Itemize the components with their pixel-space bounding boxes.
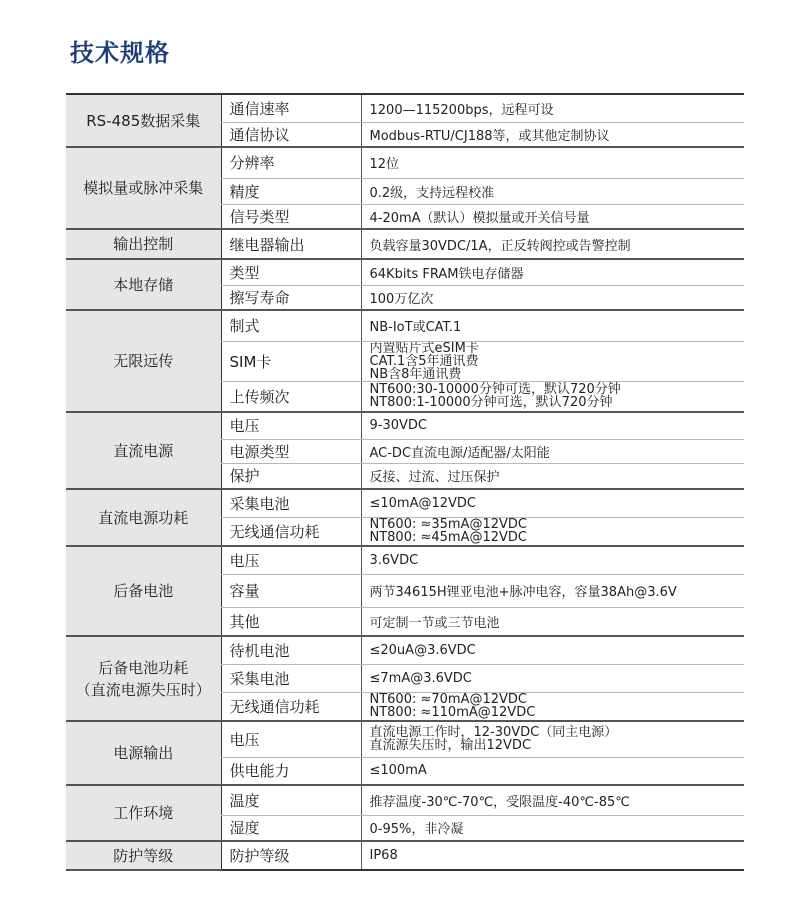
category-cell (66, 147, 221, 229)
param-name: 分辨率 (221, 147, 361, 178)
value-line: NT600: ≈70mA@12VDC (369, 692, 528, 708)
category-label: 防护等级 (113, 846, 174, 865)
spec-row (66, 721, 744, 757)
value-line: 3.6VDC (369, 552, 419, 568)
param-value (361, 546, 744, 574)
param-value (361, 785, 744, 815)
param-value (361, 285, 744, 310)
spec-row (66, 785, 744, 815)
spec-row (66, 147, 744, 178)
param-value (361, 94, 744, 122)
category-label: RS-485数据采集 (86, 111, 201, 130)
param-name: 无线通信功耗 (221, 517, 361, 546)
param-value (361, 489, 744, 517)
param-name: 湿度 (221, 815, 361, 841)
value-line: 内置贴片式eSIM卡 (369, 341, 479, 356)
spec-row (66, 310, 744, 341)
param-name: 其他 (221, 607, 361, 636)
category-label: 直流电源 (113, 441, 174, 460)
param-value (361, 636, 744, 664)
param-name: 电压 (221, 412, 361, 439)
value-line: NT800: ≈110mA@12VDC (369, 705, 536, 721)
param-value (361, 607, 744, 636)
param-value (361, 147, 744, 178)
param-value (361, 310, 744, 341)
param-value (361, 204, 744, 229)
category-label: 模拟量或脉冲采集 (83, 179, 204, 197)
param-value (361, 381, 744, 412)
value-line: 12位 (369, 157, 400, 173)
spec-row (66, 229, 744, 259)
category-label: 工作环境 (113, 804, 174, 822)
spec-row (66, 489, 744, 517)
page-title: 技术规格 (70, 39, 170, 67)
param-name: 采集电池 (221, 664, 361, 692)
spec-row (66, 94, 744, 122)
value-line: ≤7mA@3.6VDC (369, 670, 472, 686)
param-name: 容量 (221, 574, 361, 607)
spec-row (66, 259, 744, 285)
param-value (361, 664, 744, 692)
category-label: 本地存储 (113, 275, 174, 294)
param-value (361, 841, 744, 870)
param-value (361, 463, 744, 489)
param-name: 温度 (221, 785, 361, 815)
param-name: 上传频次 (221, 381, 361, 412)
param-name: 无线通信功耗 (221, 692, 361, 721)
value-line: NB-IoT或CAT.1 (369, 320, 462, 336)
param-value (361, 259, 744, 285)
category-cell (66, 721, 221, 785)
param-name: 待机电池 (221, 636, 361, 664)
value-line: 直流源失压时，输出12VDC (369, 738, 532, 754)
value-line: ≤100mA (369, 763, 427, 779)
value-line: 0-95%，非冷凝 (369, 822, 464, 838)
value-line: CAT.1含5年通讯费 (369, 353, 479, 369)
value-line: NT600:30-10000分钟可选，默认720分钟 (369, 382, 621, 398)
param-name: 电压 (221, 721, 361, 757)
param-name: 继电器输出 (221, 229, 361, 259)
category-label: （直流电源失压时） (75, 680, 211, 699)
param-name: 信号类型 (221, 204, 361, 229)
value-line: 9-30VDC (369, 418, 427, 434)
category-cell (66, 310, 221, 412)
param-name: 采集电池 (221, 489, 361, 517)
value-line: 推荐温度-30℃-70℃，受限温度-40℃-85℃ (369, 794, 630, 810)
value-line: 64Kbits FRAM铁电存储器 (369, 266, 524, 282)
param-value (361, 439, 744, 463)
value-line: NB含8年通讯费 (369, 366, 462, 381)
spec-row (66, 412, 744, 439)
value-line: 4-20mA（默认）模拟量或开关信号量 (369, 210, 590, 226)
category-cell (66, 636, 221, 721)
value-line: Modbus-RTU/CJ188等，或其他定制协议 (369, 128, 610, 144)
category-label: 输出控制 (113, 235, 174, 253)
value-line: 两节34615H锂亚电池+脉冲电容，容量38Ah@3.6V (369, 585, 677, 600)
param-name: 擦写寿命 (221, 285, 361, 310)
spec-row (66, 841, 744, 870)
value-line: 100万亿次 (369, 291, 434, 307)
param-value (361, 229, 744, 259)
category-cell (66, 259, 221, 310)
param-value (361, 574, 744, 607)
param-name: 供电能力 (221, 757, 361, 785)
value-line: NT800: ≈45mA@12VDC (369, 530, 528, 546)
value-line: 0.2级，支持远程校准 (369, 185, 495, 201)
category-cell (66, 229, 221, 259)
category-label: 后备电池功耗 (98, 658, 189, 677)
category-label: 无限远传 (113, 352, 174, 370)
value-line: 负载容量30VDC/1A，正反转阀控或告警控制 (369, 238, 631, 254)
category-label: 直流电源功耗 (98, 508, 189, 527)
category-cell (66, 546, 221, 636)
value-line: 直流电源工作时，12-30VDC（同主电源） (369, 725, 618, 741)
param-value (361, 815, 744, 841)
param-value (361, 122, 744, 147)
category-cell (66, 489, 221, 546)
param-value (361, 412, 744, 439)
category-cell (66, 785, 221, 841)
param-name: 精度 (221, 178, 361, 204)
param-name: 通信速率 (221, 94, 361, 122)
value-line: ≤10mA@12VDC (369, 495, 477, 511)
value-line: 可定制一节或三节电池 (369, 615, 500, 631)
value-line: IP68 (369, 848, 398, 863)
value-line: AC-DC直流电源/适配器/太阳能 (369, 445, 550, 461)
param-name: 保护 (221, 463, 361, 489)
param-value (361, 692, 744, 721)
category-cell (66, 841, 221, 870)
value-line: ≤20uA@3.6VDC (369, 642, 476, 658)
category-cell (66, 94, 221, 147)
value-line: 反接、过流、过压保护 (369, 470, 500, 486)
param-value (361, 178, 744, 204)
param-value (361, 721, 744, 757)
param-value (361, 517, 744, 546)
param-name: 类型 (221, 259, 361, 285)
category-label: 电源输出 (113, 744, 174, 762)
category-cell (66, 412, 221, 489)
spec-row (66, 636, 744, 664)
value-line: 1200—115200bps，远程可设 (369, 102, 554, 118)
value-line: NT600: ≈35mA@12VDC (369, 517, 528, 533)
param-name: 电源类型 (221, 439, 361, 463)
param-value (361, 341, 744, 381)
spec-table (66, 93, 744, 871)
param-name: 防护等级 (221, 841, 361, 870)
value-line: NT800:1-10000分钟可选，默认720分钟 (369, 395, 613, 411)
param-name: 通信协议 (221, 122, 361, 147)
param-name: SIM卡 (221, 341, 361, 381)
param-value (361, 757, 744, 785)
param-name: 制式 (221, 310, 361, 341)
spec-row (66, 546, 744, 574)
category-label: 后备电池 (113, 582, 174, 600)
param-name: 电压 (221, 546, 361, 574)
